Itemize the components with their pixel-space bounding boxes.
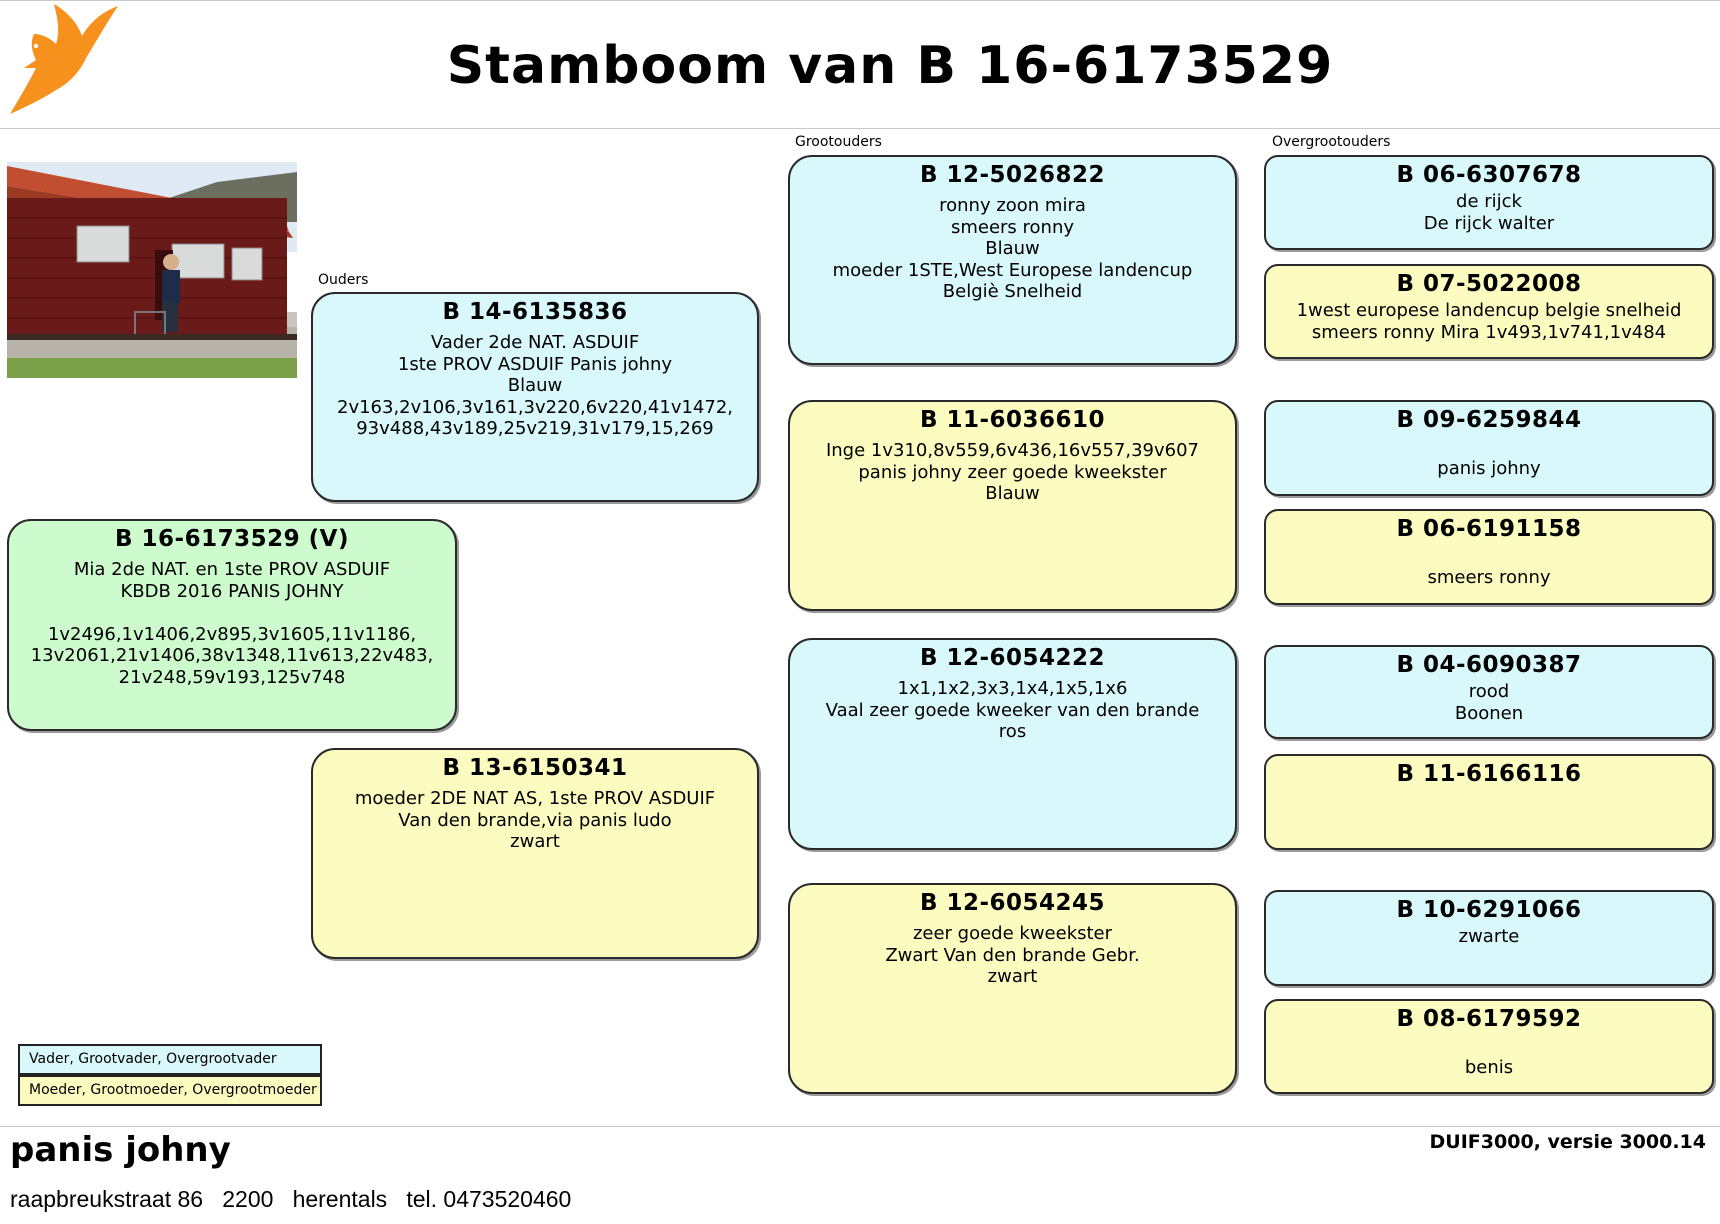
page-title: Stamboom van B 16-6173529 bbox=[446, 36, 1334, 96]
great-grandparent-card-4[interactable] bbox=[1264, 509, 1714, 605]
great-grandparent-4-ring-number: B 06-6191158 bbox=[1396, 516, 1582, 542]
grandparent-card-3[interactable] bbox=[788, 638, 1237, 850]
great-grandparent-7-ring-number: B 10-6291066 bbox=[1396, 897, 1582, 923]
grandparent-1-ring-number: B 12-5026822 bbox=[919, 162, 1106, 188]
great-grandparent-5-details: rood Boonen bbox=[1454, 681, 1524, 724]
breeder-address: raapbreukstraat 86 2200 herentals tel. 0473520460 bbox=[10, 1186, 572, 1212]
great-grandparent-4-details: smeers ronny bbox=[1427, 566, 1551, 588]
great-grandparent-card-2[interactable] bbox=[1264, 264, 1714, 359]
subject-card[interactable] bbox=[7, 519, 457, 731]
great-grandparent-8-details: benis bbox=[1464, 1056, 1514, 1078]
grandparent-card-1[interactable] bbox=[788, 155, 1237, 365]
mother-details: moeder 2DE NAT AS, 1ste PROV ASDUIF Van den brande,via panis ludo zwart bbox=[354, 788, 716, 852]
great-grandparent-5-ring-number: B 04-6090387 bbox=[1396, 652, 1582, 678]
loft-photo bbox=[7, 162, 297, 378]
great-grandparent-card-3[interactable] bbox=[1264, 400, 1714, 496]
label-ouders: Ouders bbox=[318, 272, 369, 288]
great-grandparent-6-ring-number: B 11-6166116 bbox=[1396, 761, 1582, 787]
grandparent-1-details: ronny zoon mira smeers ronny Blauw moeder 1STE,West Europese landencup Belgiè Snelheid bbox=[832, 195, 1193, 302]
grandparent-2-details: Inge 1v310,8v559,6v436,16v557,39v607 panis johny zeer goede kweekster Blauw bbox=[825, 440, 1200, 504]
parent-father-card[interactable] bbox=[311, 292, 759, 502]
great-grandparent-3-ring-number: B 09-6259844 bbox=[1396, 407, 1582, 433]
grandparent-2-ring-number: B 11-6036610 bbox=[919, 407, 1106, 433]
father-ring-number: B 14-6135836 bbox=[442, 299, 628, 325]
great-grandparent-card-7[interactable] bbox=[1264, 890, 1714, 986]
great-grandparent-7-details: zwarte bbox=[1458, 926, 1520, 947]
label-grootouders: Grootouders bbox=[795, 134, 882, 150]
great-grandparent-2-ring-number: B 07-5022008 bbox=[1396, 271, 1582, 297]
grandparent-card-2[interactable] bbox=[788, 400, 1237, 611]
great-grandparent-card-5[interactable] bbox=[1264, 645, 1714, 739]
grandparent-card-4[interactable] bbox=[788, 883, 1237, 1094]
parent-mother-card[interactable] bbox=[311, 748, 759, 959]
grandparent-4-ring-number: B 12-6054245 bbox=[919, 890, 1106, 916]
father-details: Vader 2de NAT. ASDUIF 1ste PROV ASDUIF Panis johny Blauw 2v163,2v106,3v161,3v220,6v220,41v1472, 93v488,43v189,25v219,31v179,15,269 bbox=[337, 332, 733, 439]
great-grandparent-card-1[interactable] bbox=[1264, 155, 1714, 250]
legend-female: Moeder, Grootmoeder, Overgrootmoeder bbox=[18, 1075, 322, 1106]
subject-details: Mia 2de NAT. en 1ste PROV ASDUIF KBDB 2016 PANIS JOHNY 1v2496,1v1406,2v895,3v1605,11v1186, 13v2061,21v1406,38v1348,11v613,22v483, 21v248,59v193,125v748 bbox=[30, 559, 434, 688]
mother-ring-number: B 13-6150341 bbox=[442, 755, 628, 781]
software-version: DUIF3000, versie 3000.14 bbox=[1429, 1131, 1706, 1153]
great-grandparent-3-details: panis johny bbox=[1437, 457, 1541, 479]
breeder-name: panis johny bbox=[10, 1130, 231, 1170]
label-overgrootouders: Overgrootouders bbox=[1272, 134, 1391, 150]
great-grandparent-1-ring-number: B 06-6307678 bbox=[1396, 162, 1582, 188]
great-grandparent-2-details: 1west europese landencup belgie snelheid smeers ronny Mira 1v493,1v741,1v484 bbox=[1296, 300, 1682, 343]
great-grandparent-card-8[interactable] bbox=[1264, 999, 1714, 1094]
grandparent-3-details: 1x1,1x2,3x3,1x4,1x5,1x6 Vaal zeer goede kweeker van den brande ros bbox=[825, 678, 1200, 742]
legend-male: Vader, Grootvader, Overgrootvader bbox=[18, 1044, 322, 1075]
subject-ring-number: B 16-6173529 (V) bbox=[115, 526, 349, 552]
grandparent-3-ring-number: B 12-6054222 bbox=[919, 645, 1106, 671]
great-grandparent-1-details: de rijck De rijck walter bbox=[1423, 191, 1555, 234]
great-grandparent-8-ring-number: B 08-6179592 bbox=[1396, 1006, 1582, 1032]
grandparent-4-details: zeer goede kweekster Zwart Van den brande Gebr. zwart bbox=[885, 923, 1140, 987]
great-grandparent-card-6[interactable] bbox=[1264, 754, 1714, 850]
